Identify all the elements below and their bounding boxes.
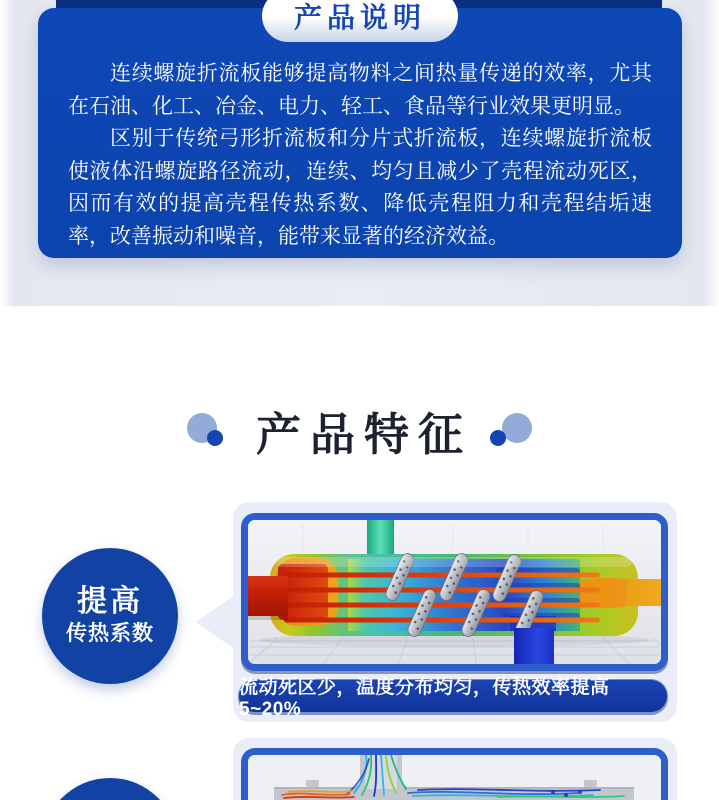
feature-2-cfd-image-frame [241,748,668,800]
features-title-row [0,398,719,462]
feature-1-badge-line2: 传热系数 [66,621,154,645]
feature-1-bubble-tail [196,594,236,650]
product-description-section [0,0,719,306]
title-dots-right-icon [488,409,534,451]
feature-1-circle-badge [42,548,178,684]
title-dots-left-icon [185,409,231,451]
feature-1-cfd-image-frame [241,513,668,671]
product-description-badge: 产品说明 [262,0,458,42]
streamline-cfd-image [248,755,661,800]
product-description-panel [38,2,682,258]
features-section-title: 产品特征 [255,408,472,460]
feature-1-badge-line1: 提高 [77,585,143,619]
feature-1-caption: 流动死区少，温度分布均匀，传热效率提高5~20% [238,679,668,713]
feature-2-circle-badge [42,778,178,800]
product-description-text [38,8,682,253]
description-paragraph-1: 连续螺旋折流板能够提高物料之间热量传递的效率，尤其在石油、化工、冶金、电力、轻工、食品等行业效果更明显。 [68,62,652,118]
description-paragraph-2: 区别于传统弓形折流板和分片式折流板，连续螺旋折流板使液体沿螺旋路径流动，连续、均匀且减少了壳程流动死区，因而有效的提高壳程传热系数、降低壳程阻力和壳程结垢速率，改善振动和噪音，能带来显著的经济效益。 [68,127,652,248]
heat-exchanger-cfd-image [248,520,661,664]
